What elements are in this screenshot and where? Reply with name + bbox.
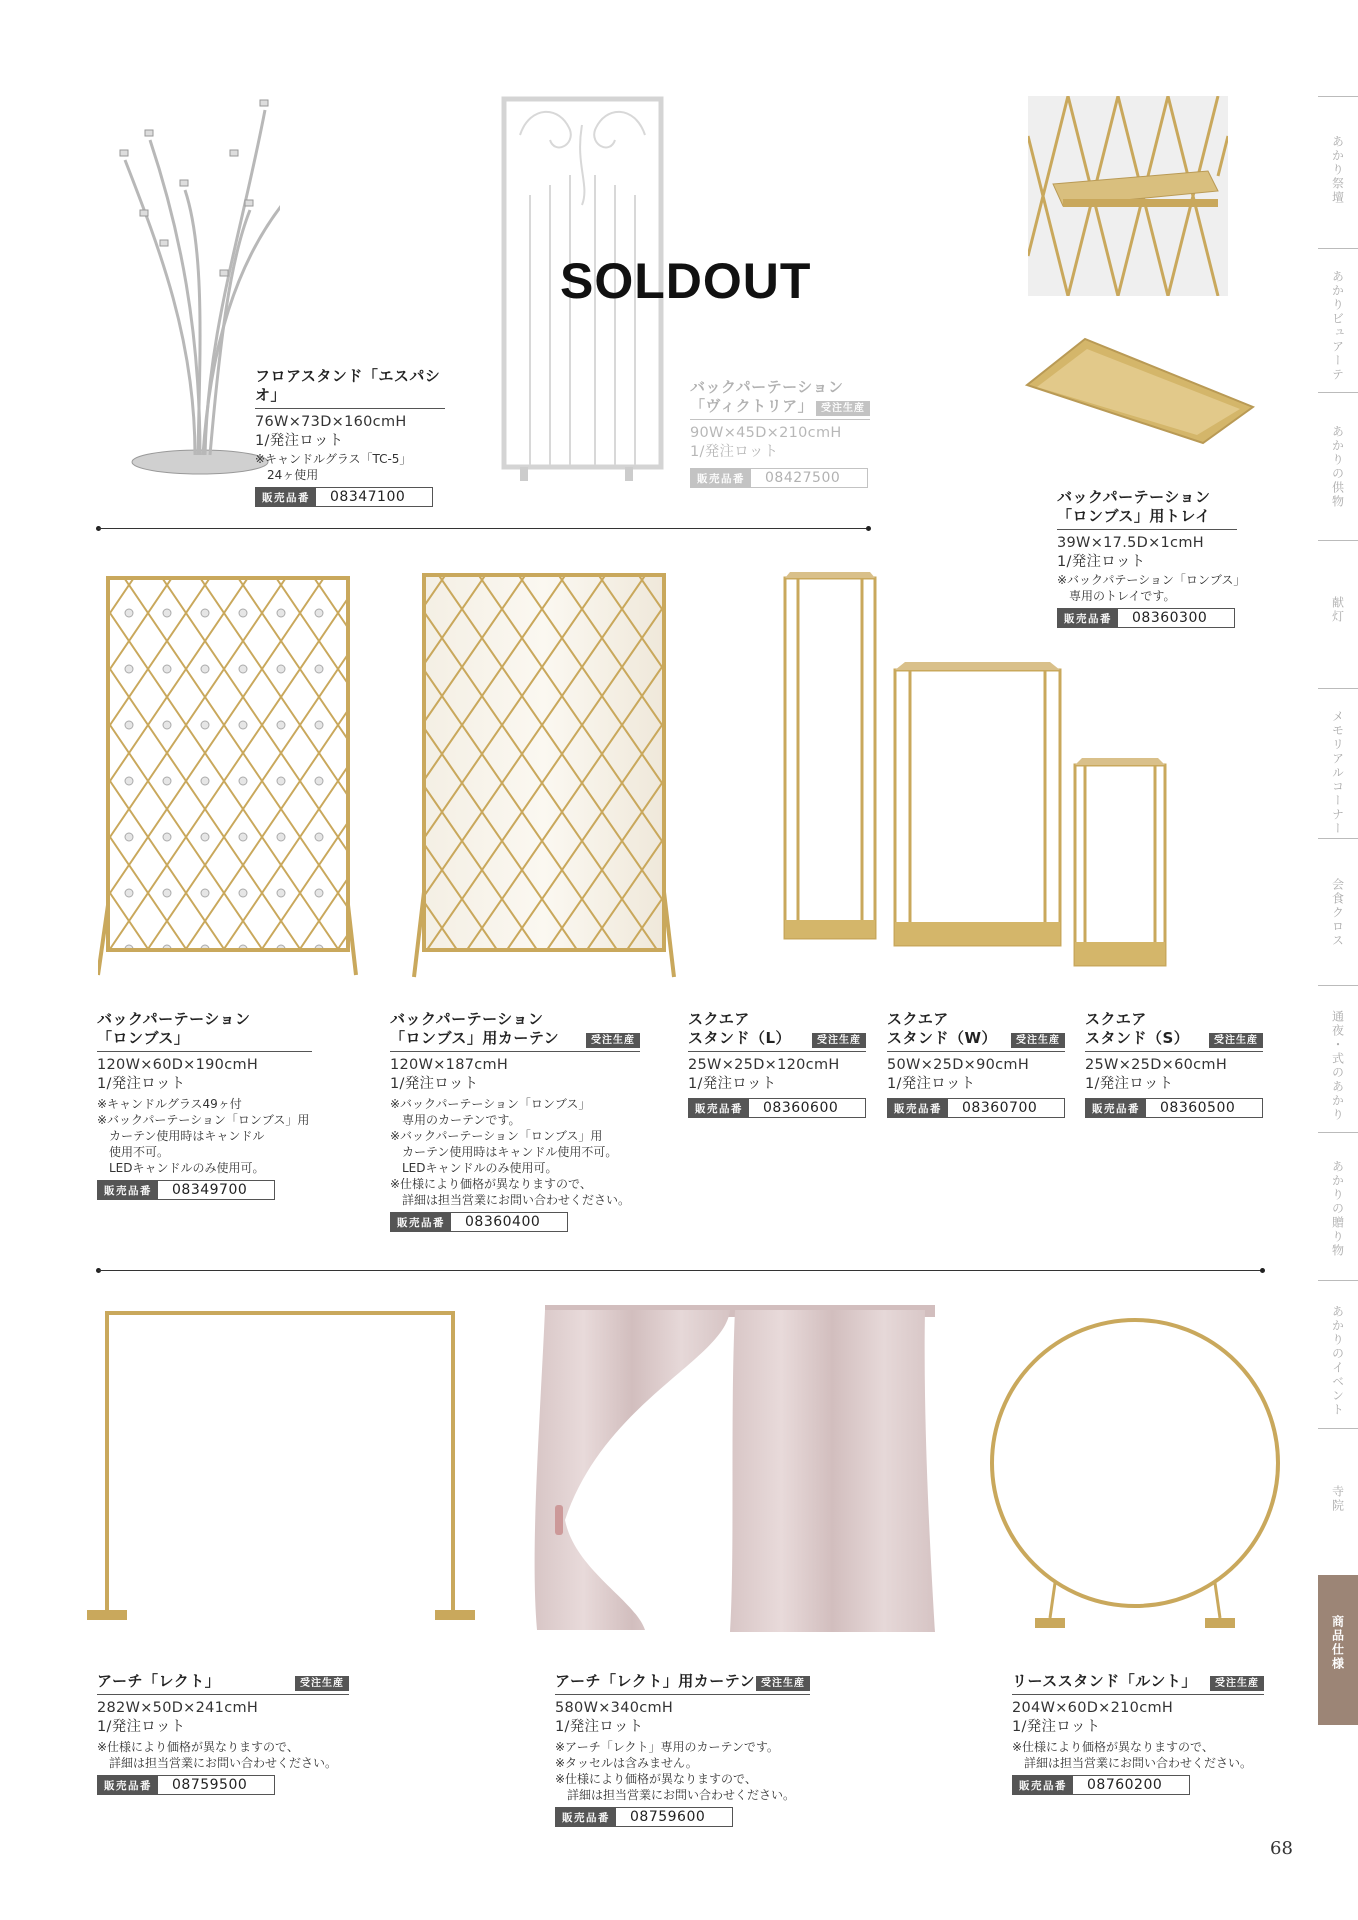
code-label: 販売品番	[691, 469, 751, 487]
product-title-line2: 「ロンブス」用トレイ	[1057, 507, 1237, 530]
sidebar-tab-ceremony[interactable]	[1318, 1010, 1358, 1130]
made-to-order-badge: 受注生産	[295, 1676, 349, 1691]
made-to-order-badge: 受注生産	[1209, 1033, 1263, 1048]
product-title-line1: スクエア	[1085, 1010, 1147, 1028]
product-note: ※アーチ「レクト」専用のカーテンです。 ※タッセルは含みません。 ※仕様により価格が異なりますので、 詳細は担当営業にお問い合わせください。	[555, 1740, 796, 1802]
product-square-l	[688, 1010, 866, 1118]
espasio-image	[100, 90, 280, 480]
code-label: 販売品番	[1086, 1099, 1146, 1117]
product-title-row	[97, 1672, 349, 1695]
product-lot: 1/発注ロット	[255, 433, 344, 449]
product-note: ※キャンドルグラス「TC-5」 24ヶ使用	[255, 452, 412, 482]
sidebar-tab-label: メモリアルコーナー	[1330, 710, 1345, 836]
made-to-order-badge: 受注生産	[1210, 1676, 1264, 1691]
product-title-row	[555, 1672, 810, 1695]
product-title-line1: スクエア	[887, 1010, 949, 1028]
sidebar-divider	[1318, 248, 1358, 249]
page-number: 68	[1270, 1838, 1293, 1859]
product-lot: 1/発注ロット	[390, 1076, 479, 1092]
product-size: 76W×73D×160cmH	[255, 414, 407, 430]
made-to-order-badge: 受注生産	[586, 1033, 640, 1048]
product-title-line1: バックパーテーション	[1057, 488, 1211, 506]
product-title: アーチ「レクト」用カーテン	[555, 1672, 756, 1690]
code-label: 販売品番	[98, 1181, 158, 1199]
product-rhombus-curtain	[390, 1010, 640, 1232]
product-size: 580W×340cmH	[555, 1700, 674, 1716]
product-size: 25W×25D×120cmH	[688, 1057, 840, 1073]
product-title-row	[690, 397, 870, 420]
product-lunt	[1012, 1672, 1264, 1795]
code-label: 販売品番	[98, 1776, 158, 1794]
product-victoria	[690, 378, 870, 488]
product-title-line1: スクエア	[688, 1010, 750, 1028]
product-code	[555, 1807, 733, 1827]
code-label: 販売品番	[689, 1099, 749, 1117]
product-code	[390, 1212, 568, 1232]
product-title: リーススタンド「ルント」	[1012, 1672, 1197, 1690]
product-title-line2: スタンド（L）	[688, 1029, 792, 1047]
sidebar-tab-label: 献灯	[1330, 596, 1345, 624]
product-square-s	[1085, 1010, 1263, 1118]
code-value: 08427500	[765, 470, 841, 486]
product-rhombus	[97, 1010, 312, 1200]
product-lot: 1/発注ロット	[1085, 1076, 1174, 1092]
sidebar-tab-gift[interactable]	[1318, 1160, 1358, 1270]
product-lot: 1/発注ロット	[97, 1076, 186, 1092]
tray-image	[1025, 335, 1255, 445]
sidebar-tab-label: あかりの贈り物	[1330, 1160, 1345, 1258]
code-value: 08360400	[465, 1214, 541, 1230]
product-lot: 1/発注ロット	[1057, 554, 1146, 570]
sidebar-divider	[1318, 96, 1358, 97]
rhombus-image	[98, 575, 358, 980]
product-lot: 1/発注ロット	[1012, 1719, 1101, 1735]
sidebar-divider	[1318, 1280, 1358, 1281]
product-lot: 1/発注ロット	[690, 444, 779, 460]
code-label: 販売品番	[1013, 1776, 1073, 1794]
product-size: 25W×25D×60cmH	[1085, 1057, 1228, 1073]
sidebar-divider	[1318, 838, 1358, 839]
product-square-w	[887, 1010, 1065, 1118]
product-note: ※バックパーテーション「ロンブス」 専用のカーテンです。 ※バックパーテーション「ロンブス」用 カーテン使用時はキャンドル使用不可。 LEDキャンドルのみ使用可。 ※仕様により価格が異なりますので、 詳細は担当営業にお問い合わせください。	[390, 1097, 631, 1207]
code-value: 08360500	[1160, 1100, 1236, 1116]
code-value: 08360600	[763, 1100, 839, 1116]
separator-line	[98, 1270, 1263, 1271]
product-title-row	[390, 1029, 640, 1052]
sidebar-tab-label: あかり祭壇	[1330, 135, 1345, 205]
sidebar-tab-label: 寺院	[1330, 1485, 1345, 1513]
product-code	[887, 1098, 1065, 1118]
product-code	[688, 1098, 866, 1118]
product-note: ※キャンドルグラス49ヶ付 ※バックパーテーション「ロンブス」用 カーテン使用時はキャンドル 使用不可。 LEDキャンドルのみ使用可。	[97, 1097, 310, 1175]
product-title-row	[688, 1029, 866, 1052]
rhombus-curtain-image	[412, 572, 677, 980]
product-code	[690, 468, 868, 488]
sidebar-tab-specs[interactable]	[1318, 1575, 1358, 1725]
product-title-row	[1085, 1029, 1263, 1052]
product-code	[97, 1180, 275, 1200]
sidebar-tab-label: 会食クロス	[1330, 878, 1345, 948]
product-size: 120W×187cmH	[390, 1057, 509, 1073]
product-size: 50W×25D×90cmH	[887, 1057, 1030, 1073]
product-size: 39W×17.5D×1cmH	[1057, 535, 1204, 551]
made-to-order-badge: 受注生産	[812, 1033, 866, 1048]
sidebar-tab-votive[interactable]	[1318, 596, 1358, 656]
product-title-line2: 「ヴィクトリア」	[690, 397, 814, 415]
product-code	[255, 487, 433, 507]
product-lot: 1/発注ロット	[555, 1719, 644, 1735]
made-to-order-badge: 受注生産	[1011, 1033, 1065, 1048]
made-to-order-badge: 受注生産	[816, 401, 870, 416]
sidebar-divider	[1318, 985, 1358, 986]
code-value: 08347100	[330, 489, 406, 505]
product-arch	[97, 1672, 349, 1795]
product-title-line2: 「ロンブス」	[97, 1029, 312, 1052]
product-lot: 1/発注ロット	[97, 1719, 186, 1735]
sidebar-divider	[1318, 1428, 1358, 1429]
product-title: アーチ「レクト」	[97, 1672, 221, 1690]
separator-line	[98, 528, 868, 529]
sidebar-tab-label: あかりの供物	[1330, 425, 1345, 509]
sidebar-tab-memorial[interactable]	[1318, 710, 1358, 840]
sidebar-divider	[1318, 688, 1358, 689]
product-title: フロアスタンド「エスパシオ」	[255, 367, 445, 409]
code-value: 08760200	[1087, 1777, 1163, 1793]
product-title-row	[1012, 1672, 1264, 1695]
curtain-image	[525, 1300, 935, 1645]
product-arch-curtain	[555, 1672, 810, 1827]
code-label: 販売品番	[888, 1099, 948, 1117]
sidebar-tab-art[interactable]	[1318, 270, 1358, 390]
code-value: 08349700	[172, 1182, 248, 1198]
code-value: 08759600	[630, 1809, 706, 1825]
sidebar-divider	[1318, 540, 1358, 541]
product-title-line1: バックパーテーション	[97, 1010, 251, 1028]
sidebar-divider	[1318, 1132, 1358, 1133]
product-note: ※仕様により価格が異なりますので、 詳細は担当営業にお問い合わせください。	[1012, 1740, 1253, 1770]
code-label: 販売品番	[1058, 609, 1118, 627]
code-label: 販売品番	[391, 1213, 451, 1231]
sidebar-tab-temple[interactable]	[1318, 1485, 1358, 1545]
product-title-line1: バックパーテーション	[690, 378, 844, 396]
product-lot: 1/発注ロット	[887, 1076, 976, 1092]
product-lot: 1/発注ロット	[688, 1076, 777, 1092]
made-to-order-badge: 受注生産	[756, 1676, 810, 1691]
soldout-stamp: SOLDOUT	[560, 253, 812, 309]
wreath-stand-image	[985, 1318, 1285, 1633]
sidebar-tab-offering[interactable]	[1318, 425, 1358, 535]
product-size: 282W×50D×241cmH	[97, 1700, 259, 1716]
product-size: 204W×60D×210cmH	[1012, 1700, 1174, 1716]
code-value: 08360300	[1132, 610, 1208, 626]
product-title-line1: バックパーテーション	[390, 1010, 544, 1028]
separator-dot	[1260, 1268, 1265, 1273]
sidebar-tab-altar[interactable]	[1318, 135, 1358, 245]
product-title-line2: スタンド（S）	[1085, 1029, 1190, 1047]
square-stands-image	[780, 570, 1180, 980]
tray-photo	[1028, 96, 1228, 296]
sidebar-tab-label: あかりビュアーテ	[1330, 270, 1345, 382]
sidebar-tab-cloth[interactable]	[1318, 878, 1358, 958]
sidebar-divider	[1318, 392, 1358, 393]
code-label: 販売品番	[256, 488, 316, 506]
sidebar-tab-label: 通夜・式のあかり	[1330, 1010, 1345, 1122]
sidebar-tab-event[interactable]	[1318, 1305, 1358, 1425]
product-title-row	[887, 1029, 1065, 1052]
product-title-line2: 「ロンブス」用カーテン	[390, 1029, 560, 1047]
product-code	[97, 1775, 275, 1795]
product-code	[1085, 1098, 1263, 1118]
product-size: 90W×45D×210cmH	[690, 425, 842, 441]
product-size: 120W×60D×190cmH	[97, 1057, 259, 1073]
sidebar-tab-label: あかりのイベント	[1330, 1305, 1345, 1417]
code-value: 08360700	[962, 1100, 1038, 1116]
code-label: 販売品番	[556, 1808, 616, 1826]
product-espasio	[255, 367, 445, 507]
product-code	[1012, 1775, 1190, 1795]
separator-dot	[866, 526, 871, 531]
code-value: 08759500	[172, 1777, 248, 1793]
sidebar-tab-label: 商品仕様	[1330, 1615, 1345, 1671]
product-title-line2: スタンド（W）	[887, 1029, 998, 1047]
arch-image	[85, 1305, 480, 1635]
product-note: ※仕様により価格が異なりますので、 詳細は担当営業にお問い合わせください。	[97, 1740, 338, 1770]
product-note: ※バックパテーション「ロンブス」 専用のトレイです。	[1057, 573, 1246, 603]
